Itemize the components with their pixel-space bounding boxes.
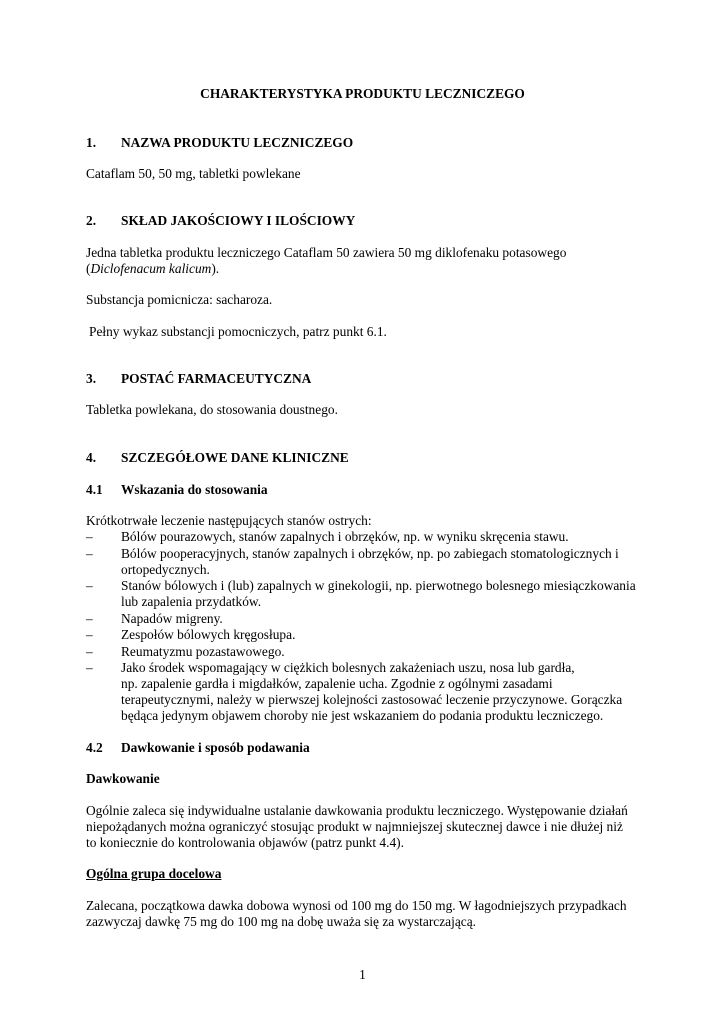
- dosage-subheading: Dawkowanie: [86, 771, 160, 786]
- section-3-number: 3.: [86, 371, 97, 386]
- dosage-para1-line: to koniecznie do kontrolowania objawów (patrz punkt 4.4).: [86, 835, 404, 850]
- list-dash: –: [86, 644, 93, 659]
- target-group-heading: Ogólna grupa docelowa: [86, 866, 222, 881]
- section-4-1-title: Wskazania do stosowania: [121, 482, 268, 497]
- list-item-continuation: terapeutycznymi, należy w pierwszej kolejności zastosować leczenie przyczynowe. Gorączka: [121, 692, 623, 707]
- section-2-full-list: Pełny wykaz substancji pomocniczych, patrz punkt 6.1.: [89, 324, 387, 339]
- page-number: 1: [359, 967, 366, 982]
- list-dash: –: [86, 611, 93, 626]
- list-dash: –: [86, 660, 93, 675]
- section-3-title: POSTAĆ FARMACEUTYCZNA: [121, 371, 312, 386]
- dosage-para1-line: niepożądanych można ograniczyć stosując produkt w najmniejszej skutecznej dawce i nie dłużej niż: [86, 819, 623, 834]
- section-4-2-number: 4.2: [86, 740, 103, 755]
- list-item-continuation: ortopedycznych.: [121, 562, 210, 577]
- list-dash: –: [86, 627, 93, 642]
- list-dash: –: [86, 529, 93, 544]
- section-1-text: Cataflam 50, 50 mg, tabletki powlekane: [86, 166, 301, 181]
- list-item: Napadów migreny.: [121, 611, 223, 626]
- list-item: Zespołów bólowych kręgosłupa.: [121, 627, 296, 642]
- dosage-para2-line: zazwyczaj dawkę 75 mg do 100 mg na dobę uważa się za wystarczającą.: [86, 914, 477, 929]
- list-item-continuation: będąca jedynym objawem choroby nie jest wskazaniem do podania produktu leczniczego.: [121, 708, 604, 723]
- paren-open: (: [86, 261, 91, 276]
- section-1-number: 1.: [86, 135, 97, 150]
- section-2-excipient: Substancja pomicnicza: sacharoza.: [86, 292, 273, 307]
- section-4-2-title: Dawkowanie i sposób podawania: [121, 740, 310, 755]
- document-title: CHARAKTERYSTYKA PRODUKTU LECZNICZEGO: [200, 86, 525, 101]
- paren-close: ).: [211, 261, 220, 276]
- section-4-1-number: 4.1: [86, 482, 103, 497]
- section-4-title: SZCZEGÓŁOWE DANE KLINICZNE: [121, 450, 349, 465]
- list-item-continuation: lub zapalenia przydatków.: [121, 594, 262, 609]
- list-item: Jako środek wspomagający w ciężkich bolesnych zakażeniach uszu, nosa lub gardła,: [121, 660, 575, 675]
- section-2-text-line1: Jedna tabletka produktu leczniczego Cataflam 50 zawiera 50 mg diklofenaku potasowego: [86, 245, 567, 260]
- section-1-title: NAZWA PRODUKTU LECZNICZEGO: [121, 135, 354, 150]
- dosage-para1-line: Ogólnie zaleca się indywidualne ustalanie dawkowania produktu leczniczego. Występowanie działań: [86, 803, 628, 818]
- list-item: Bólów pourazowych, stanów zapalnych i obrzęków, np. w wyniku skręcenia stawu.: [121, 529, 569, 544]
- list-item: Bólów pooperacyjnych, stanów zapalnych i obrzęków, np. po zabiegach stomatologicznych i: [121, 546, 619, 561]
- list-dash: –: [86, 578, 93, 593]
- section-2-number: 2.: [86, 213, 97, 228]
- list-item: Stanów bólowych i (lub) zapalnych w ginekologii, np. pierwotnego bolesnego miesiączkowania: [121, 578, 636, 593]
- dosage-para2-line: Zalecana, początkowa dawka dobowa wynosi od 100 mg do 150 mg. W łagodniejszych przypadkach: [86, 898, 627, 913]
- section-2-text-line2: [86, 261, 219, 278]
- section-3-text: Tabletka powlekana, do stosowania doustnego.: [86, 402, 338, 417]
- section-2-title: SKŁAD JAKOŚCIOWY I ILOŚCIOWY: [121, 213, 356, 228]
- section-4-number: 4.: [86, 450, 97, 465]
- latin-name: Diclofenacum kalicum: [90, 261, 212, 276]
- list-dash: –: [86, 546, 93, 561]
- indications-intro: Krótkotrwałe leczenie następujących stanów ostrych:: [86, 513, 372, 528]
- list-item: Reumatyzmu pozastawowego.: [121, 644, 285, 659]
- list-item-continuation: np. zapalenie gardła i migdałków, zapalenie ucha. Zgodnie z ogólnymi zasadami: [121, 676, 553, 691]
